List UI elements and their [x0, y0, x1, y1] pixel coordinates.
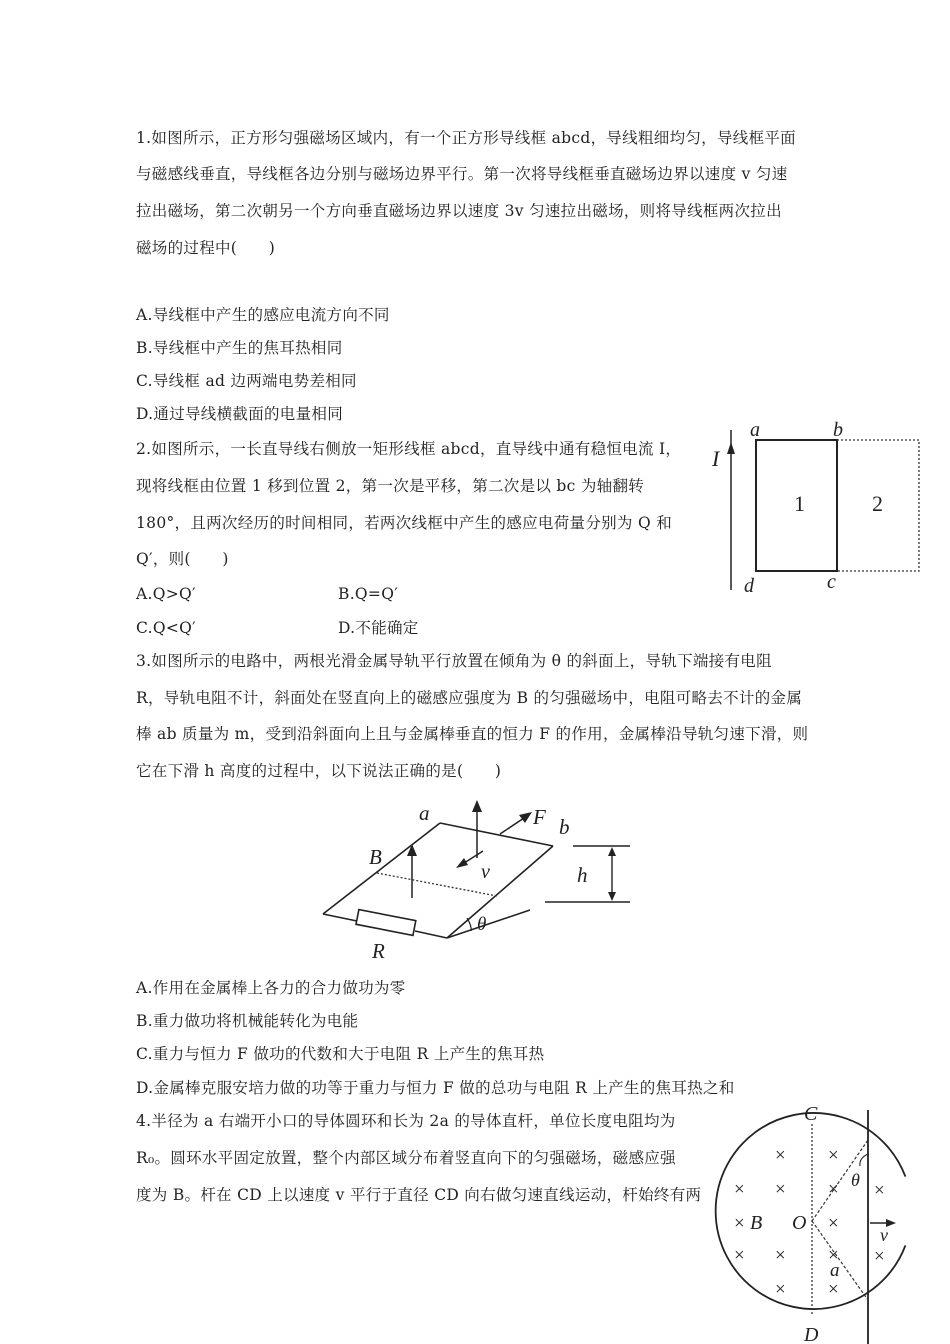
q4-cross: × — [874, 1246, 885, 1267]
q4-cross: × — [828, 1145, 839, 1166]
q3-height-arrow-down — [608, 892, 616, 901]
q4-cross: × — [828, 1245, 839, 1266]
q3-label-R: R — [372, 939, 385, 963]
q4-label-O: O — [792, 1212, 807, 1234]
q3-field-arrow-1-head — [472, 800, 482, 812]
q3-label-h: h — [577, 863, 588, 887]
q3-line-1: 3.如图所示的电路中，两根光滑金属导轨平行放置在倾角为 θ 的斜面上，导轨下端接有电阻 — [136, 652, 772, 670]
q3-bottom-wire-left — [323, 914, 357, 921]
q2-option-b: B.Q=Q′ — [338, 585, 399, 603]
q2-line-4: Q′，则( ) — [136, 550, 229, 568]
q2-figure — [700, 418, 930, 598]
q4-label-a: a — [830, 1260, 840, 1281]
q3-option-c: C.重力与恒力 F 做功的代数和大于电阻 R 上产生的焦耳热 — [136, 1045, 545, 1063]
q2-line-2: 现将线框由位置 1 移到位置 2，第一次是平移，第二次是以 bc 为轴翻转 — [136, 477, 645, 495]
q4-label-D: D — [804, 1324, 819, 1344]
q1-option-a: A.导线框中产生的感应电流方向不同 — [136, 306, 390, 324]
q2-line-1: 2.如图所示，一长直导线右侧放一矩形线框 abcd，直导线中通有稳恒电流 I， — [136, 440, 682, 458]
q1-option-b: B.导线框中产生的焦耳热相同 — [136, 339, 343, 357]
q4-cross: × — [828, 1179, 839, 1200]
q2-label-current: I — [712, 446, 720, 471]
q1-line-2: 与磁感线垂直，导线框各边分别与磁场边界平行。第一次将导线框垂直磁场边界以速度 v 匀速 — [136, 165, 788, 183]
q4-cross: × — [775, 1179, 786, 1200]
q3-angle-arc — [467, 918, 471, 931]
q3-field-arrow-2-head — [407, 844, 417, 856]
q1-line-3: 拉出磁场，第二次朝另一个方向垂直磁场边界以速度 3v 匀速拉出磁场，则将导线框两次拉出 — [136, 202, 782, 220]
q3-option-b: B.重力做功将机械能转化为电能 — [136, 1012, 359, 1030]
q4-cross: × — [828, 1279, 839, 1300]
q2-option-d: D.不能确定 — [338, 619, 419, 637]
q3-ground-line — [447, 910, 530, 938]
q3-figure — [315, 798, 635, 963]
q3-label-B: B — [369, 845, 382, 869]
q3-label-F: F — [533, 805, 546, 829]
q3-label-b: b — [559, 815, 570, 839]
q4-line-3: 度为 B。杆在 CD 上以速度 v 平行于直径 CD 向右做匀速直线运动，杆始终有两 — [136, 1186, 702, 1204]
q3-bottom-wire-right — [415, 931, 447, 938]
q4-figure — [700, 1100, 940, 1344]
q3-line-3: 棒 ab 质量为 m，受到沿斜面向上且与金属棒垂直的恒力 F 的作用，金属棒沿导轨匀速下滑，则 — [136, 725, 809, 743]
q4-label-C: C — [804, 1103, 818, 1125]
q4-cross: × — [734, 1179, 745, 1200]
q3-option-d: D.金属棒克服安培力做的功等于重力与恒力 F 做的总功与电阻 R 上产生的焦耳热之和 — [136, 1079, 735, 1097]
q4-cross: × — [874, 1180, 885, 1201]
q1-option-c: C.导线框 ad 边两端电势差相同 — [136, 372, 357, 390]
q3-line-4: 它在下滑 h 高度的过程中，以下说法正确的是( ) — [136, 762, 502, 780]
q4-radius-lower — [812, 1221, 868, 1300]
q2-label-pos1: 1 — [794, 491, 805, 516]
q3-resistor — [356, 910, 416, 936]
q4-label-B: B — [750, 1212, 763, 1234]
q4-label-v: v — [880, 1225, 888, 1245]
q4-cross: × — [734, 1213, 745, 1234]
q3-force-arrow-head — [519, 812, 532, 823]
q2-line-3: 180°，且两次经历的时间相同，若两次线框中产生的感应电荷量分别为 Q 和 — [136, 514, 672, 532]
q2-label-pos2: 2 — [872, 491, 883, 516]
q2-current-arrow — [727, 442, 735, 454]
q1-line-4: 磁场的过程中( ) — [136, 239, 276, 257]
q2-label-c: c — [827, 571, 836, 593]
q4-cross: × — [775, 1145, 786, 1166]
q4-angle-arc — [860, 1154, 868, 1166]
q2-option-c: C.Q<Q′ — [136, 619, 196, 637]
q4-ring — [716, 1113, 906, 1309]
q1-line-1: 1.如图所示，正方形匀强磁场区域内，有一个正方形导线框 abcd，导线粗细均匀，导线框平面 — [136, 129, 796, 147]
q3-label-v: v — [481, 861, 490, 883]
q3-label-theta: θ — [477, 914, 487, 935]
q4-cross: × — [734, 1245, 745, 1266]
q2-label-a: a — [750, 419, 760, 441]
q4-cross: × — [775, 1245, 786, 1266]
q2-option-a: A.Q>Q′ — [136, 585, 196, 603]
q4-cross: × — [828, 1213, 839, 1234]
q2-label-b: b — [833, 419, 843, 441]
q3-velocity-arrow-head — [456, 858, 468, 868]
q3-midline-dotted — [377, 873, 497, 896]
q2-label-d: d — [744, 575, 754, 597]
q4-cross: × — [775, 1279, 786, 1300]
q1-option-d: D.通过导线横截面的电量相同 — [136, 405, 344, 423]
q3-label-a: a — [419, 801, 430, 825]
q4-line-1: 4.半径为 a 右端开小口的导体圆环和长为 2a 的导体直杆，单位长度电阻均为 — [136, 1112, 676, 1130]
q4-label-theta: θ — [851, 1170, 860, 1190]
q3-line-2: R，导轨电阻不计，斜面处在竖直向上的磁感应强度为 B 的匀强磁场中，电阻可略去不计的金属 — [136, 689, 803, 707]
q3-height-arrow-up — [608, 847, 616, 856]
q4-line-2: R₀。圆环水平固定放置，整个内部区域分布着竖直向下的匀强磁场，磁感应强 — [136, 1149, 676, 1167]
q3-option-a: A.作用在金属棒上各力的合力做功为零 — [136, 979, 406, 997]
